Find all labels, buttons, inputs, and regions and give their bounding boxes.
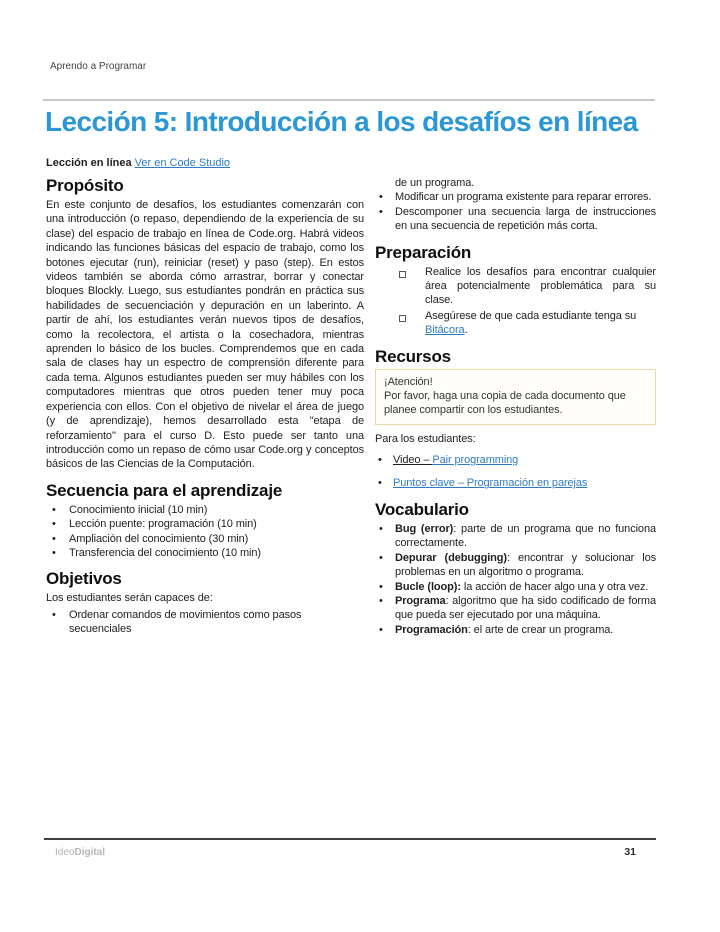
vocab-definition: : encontrar y solucionar los problemas en un algoritmo o programa. [395,551,656,579]
vocab-item [375,580,656,594]
brand-digital: Digital [74,847,106,858]
list-item-label: Lección puente: programación (10 min) [69,518,257,531]
list-item-label: Conocimiento inicial (10 min) [69,503,208,516]
resource-link-item [375,476,656,490]
brand-ideo: Ideo [55,847,75,858]
vocab-term: Programación [395,623,468,636]
resource-link-prefix: Video – [393,454,433,467]
vocab-item [375,551,656,580]
list-item [375,190,656,204]
attention-title: ¡Atención! [384,375,433,388]
vocab-term: Programa [395,594,446,607]
bullet-icon: • [52,532,56,545]
puntos-clave-link[interactable]: Puntos clave – Programación en parejas [393,477,588,490]
vocab-item [375,623,656,637]
left-column [46,176,364,637]
footer-divider [44,838,656,840]
list-item [46,503,364,517]
page-title: Lección 5: Introducción a los desafíos en línea [45,106,638,137]
objetivos-continuation: de un programa. [395,177,475,189]
bullet-icon: • [379,580,383,593]
bullet-icon: • [379,594,383,607]
document-header-label: Aprendo a Programar [50,61,147,72]
bullet-icon: • [379,522,383,535]
recursos-audience: Para los estudiantes: [375,432,476,445]
vocab-item [375,522,656,551]
attention-body: Por favor, haga una copia de cada documento que planee compartir con los estudiantes. [384,389,626,416]
bullet-icon: • [52,608,56,621]
attention-box [375,369,656,425]
vocabulario-heading: Vocabulario [375,499,469,519]
checkbox-icon[interactable] [399,271,406,278]
pair-programming-link[interactable]: Pair programming [432,454,519,467]
bullet-icon: • [378,477,382,490]
list-item [46,517,364,531]
objetivos-intro: Los estudiantes serán capaces de: [46,592,213,605]
vocab-term: Depurar (debugging) [395,551,507,564]
list-item-label: Ampliación del conocimiento (30 min) [69,532,249,545]
checklist-item [375,265,656,308]
brand-logo [55,847,105,858]
lesson-online-label: Lección en línea [46,157,135,169]
bullet-icon: • [52,503,56,516]
bullet-icon: • [379,623,383,636]
checklist-item-label: Asegúrese de que cada estudiante tenga su [425,309,637,322]
proposito-paragraph: En este conjunto de desafíos, los estudiantes comenzarán con una introducción (o repaso, dependiendo de la experiencia de su clase) del espacio de trabajo en línea de Code.org. Habrá videos indicando las funciones básicas del espacio de trabajo, como los botones ejecutar (run), reiniciar (reset) y paso (step). En estos videos también se aborda cómo arrastrar, borrar y conectar bloques Blockly. Luego, sus estudiantes pondrán en práctica sus habilidades de secuenciación y depuración en un laberinto. A partir de ahí, los estudiantes verán nuevos tipos de desafíos, como la recolectora, el artista o la cosechadora, mientras aprenden lo básico de los bucles. Comprendemos que en cada sala de clases hay un espectro de comprensión diferente para cada tema. Algunos estudiantes pueden ser muy hábiles con los computadores mientras que otros pueden tener muy poca experiencia con ellos. Con el objetivo de nivelar el área de juego (y de aprendizaje), hemos desarrollado esta "etapa de reforzamiento" para el curso D. Esto puede ser tanto una introducción como un repaso de cómo usar Code.org y conceptos básicos de las Ciencias de la Computación. [46,199,364,471]
secuencia-heading: Secuencia para el aprendizaje [46,480,283,500]
vocab-item [375,594,656,623]
bullet-icon: • [378,454,382,467]
bullet-icon: • [379,205,383,218]
bullet-icon: • [379,551,383,564]
bullet-icon: • [52,518,56,531]
list-item-label: Ordenar comandos de movimientos como pasos secuenciales [69,608,302,636]
vocab-definition: la acción de hacer algo una y otra vez. [460,580,649,593]
list-item [46,546,364,560]
bullet-icon: • [52,546,56,559]
checkbox-icon[interactable] [399,315,406,322]
checklist-item-suffix: . [464,324,468,337]
lesson-online-line [46,157,230,169]
checklist-item [375,309,656,338]
vocab-term: Bug (error) [395,522,454,535]
list-item-label: Descomponer una secuencia larga de instrucciones en una secuencia de repetición más corta. [395,205,656,233]
page-number: 31 [624,846,636,858]
bitacora-link[interactable]: Bitácora [425,324,465,337]
right-column [375,176,656,637]
objetivos-heading: Objetivos [46,569,122,589]
code-studio-link[interactable]: Ver en Code Studio [134,157,231,169]
vocab-definition: : parte de un programa que no funciona correctamente. [395,522,656,550]
vocab-term: Bucle (loop): [395,580,461,593]
list-item [46,608,364,637]
preparacion-heading: Preparación [375,242,472,262]
vocab-definition: : algoritmo que ha sido codificado de forma que pueda ser ejecutado por una máquina. [395,594,656,622]
two-column-body [46,176,656,637]
vocab-definition: : el arte de crear un programa. [467,623,614,636]
header-divider [43,99,655,101]
list-item-label: Transferencia del conocimiento (10 min) [69,546,261,559]
proposito-heading: Propósito [46,176,124,195]
resource-link-item [375,453,656,467]
list-item [46,532,364,546]
bullet-icon: • [379,191,383,204]
checklist-item-label: Realice los desafíos para encontrar cualquier área potencialmente problemática para su clase. [425,265,656,307]
list-item-label: Modificar un programa existente para reparar errores. [395,191,652,204]
list-item [375,205,656,234]
recursos-heading: Recursos [375,346,451,366]
